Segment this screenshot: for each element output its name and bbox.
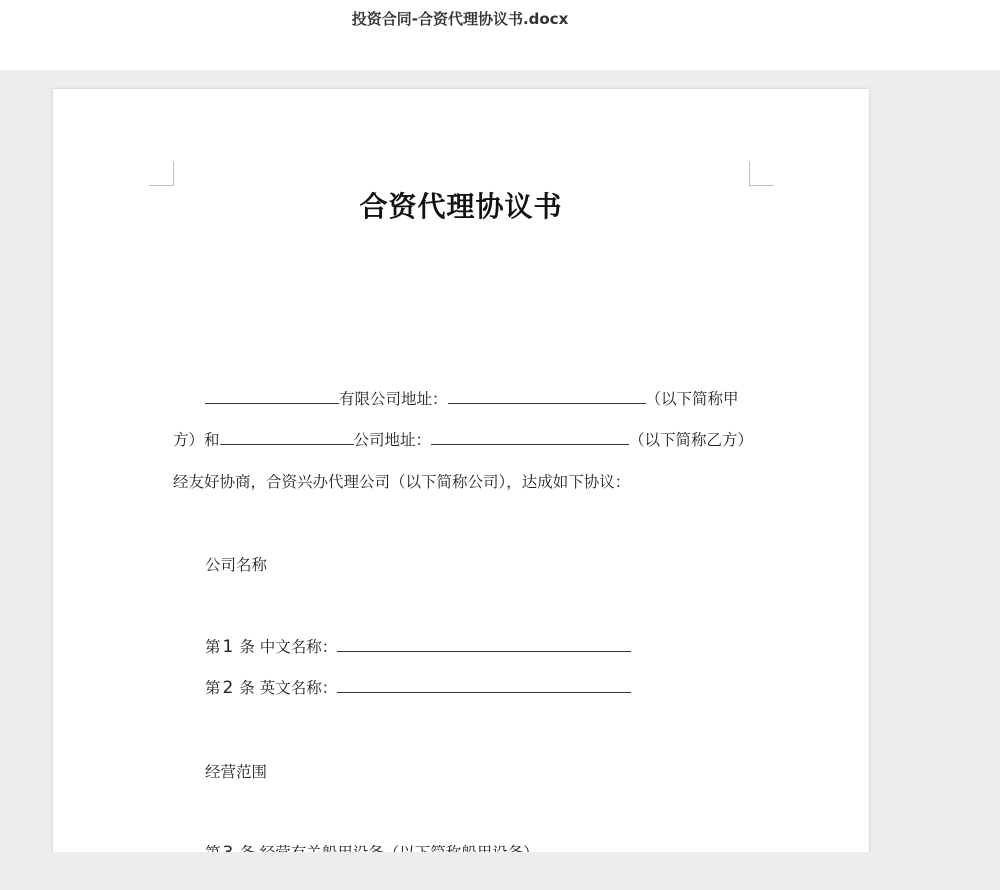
title-bar	[0, 0, 1000, 70]
blank-party-b-name[interactable]	[220, 429, 354, 445]
section-company-name: 公司名称	[205, 556, 268, 574]
article-1-number: 1	[222, 637, 234, 657]
article-2	[205, 676, 631, 698]
article-1-prefix: 第	[205, 638, 221, 656]
blank-english-name[interactable]	[337, 677, 631, 693]
article-1-text: 中文名称：	[259, 638, 338, 656]
blank-party-a-name[interactable]	[205, 388, 339, 404]
parties-line-1	[205, 387, 739, 409]
article-2-suffix: 条	[239, 679, 255, 697]
section-business-scope: 经营范围	[205, 763, 268, 781]
document-heading: 合资代理协议书	[359, 190, 563, 223]
parties-line-2	[173, 428, 753, 450]
article-1-suffix: 条	[239, 638, 255, 656]
parties-line-2-company: 公司地址：	[353, 431, 432, 449]
document-page[interactable]	[53, 89, 869, 869]
bottom-strip	[0, 852, 1000, 890]
parties-line-2-head: 方）和	[173, 431, 220, 449]
article-2-text: 英文名称：	[259, 679, 338, 697]
document-filename: 投资合同-合资代理协议书.docx	[351, 10, 569, 28]
article-1	[205, 635, 631, 657]
article-2-prefix: 第	[205, 679, 221, 697]
parties-line-3: 经友好协商，合资兴办代理公司（以下简称公司），达成如下协议：	[173, 473, 631, 491]
blank-party-b-address[interactable]	[431, 429, 629, 445]
article-2-number: 2	[222, 678, 234, 698]
parties-line-1-tail: （以下简称甲	[645, 390, 739, 408]
parties-line-2-tail: （以下简称乙方）	[629, 431, 754, 449]
margin-corner-mark-top-right	[749, 161, 774, 186]
margin-corner-mark-top-left	[149, 161, 174, 186]
blank-party-a-address[interactable]	[448, 388, 646, 404]
blank-chinese-name[interactable]	[337, 636, 631, 652]
parties-line-1-company: 有限公司地址：	[339, 390, 448, 408]
